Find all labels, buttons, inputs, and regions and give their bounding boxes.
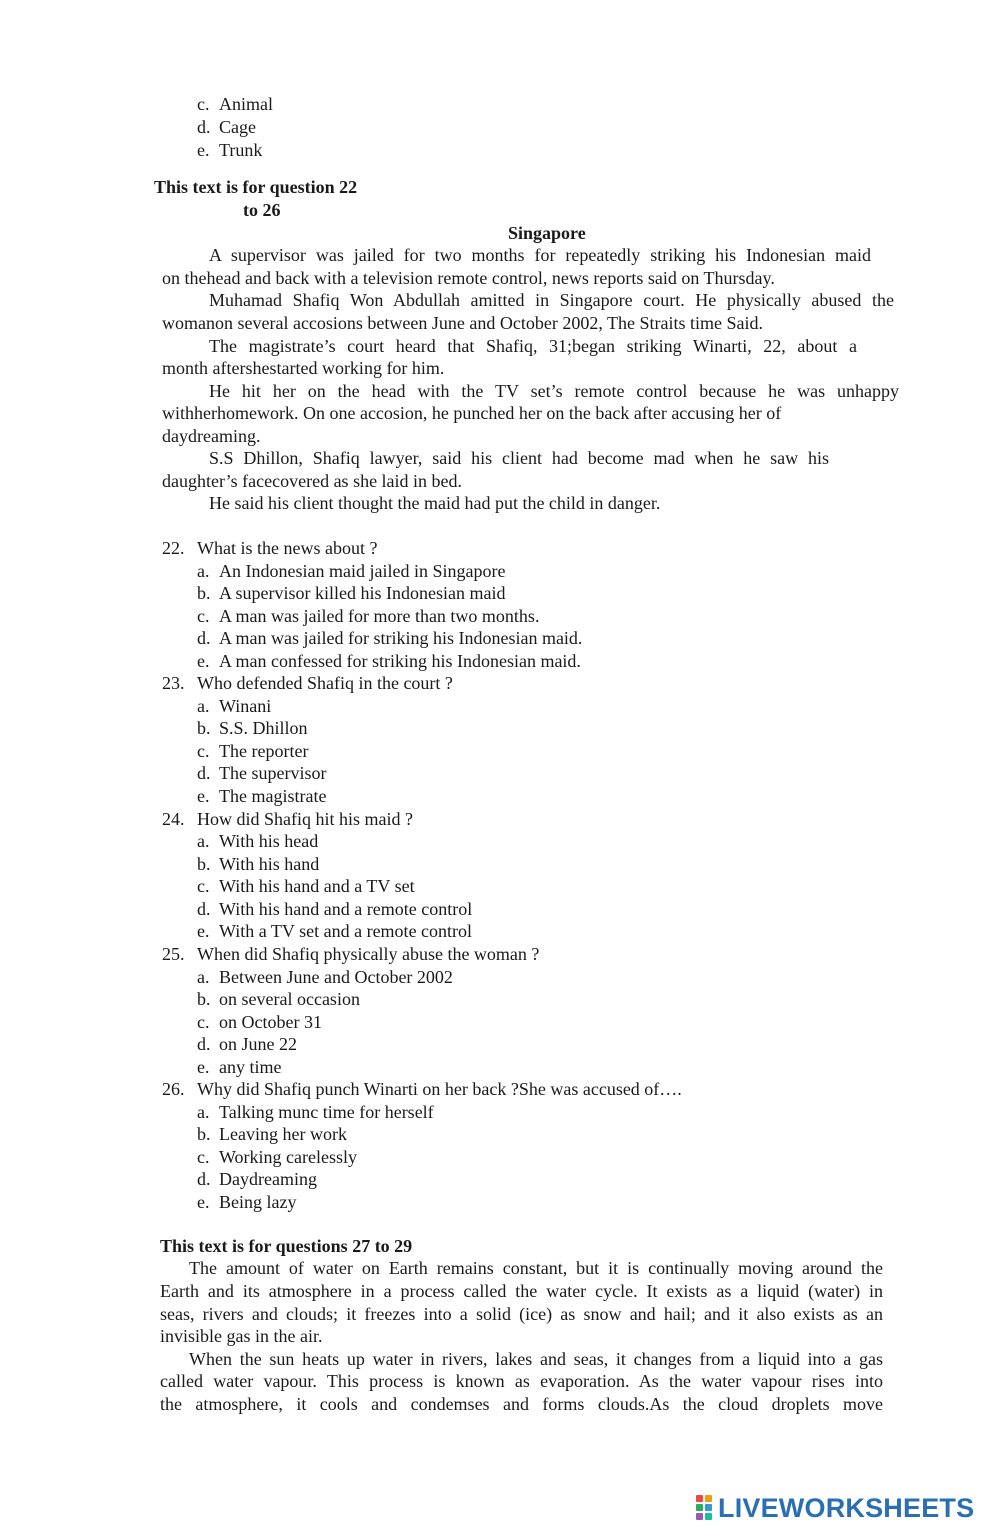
passage-line: seas, rivers and clouds; it freezes into a solid (ice) as snow and hail; and it also exists as an	[160, 1304, 883, 1324]
option-line: b. Leaving her work	[197, 1124, 347, 1144]
option-line: e. With a TV set and a remote control	[197, 921, 473, 941]
option-line: e. The magistrate	[197, 786, 327, 806]
section-heading: This text is for questions 27 to 29	[160, 1236, 413, 1256]
passage-line: daughter’s facecovered as she laid in bed.	[162, 471, 463, 491]
passage-line: Muhamad Shafiq Won Abdullah amitted in Singapore court. He physically abused the	[209, 290, 894, 310]
option-line: d. The supervisor	[197, 763, 327, 783]
passage-line: withherhomework. On one accosion, he punched her on the back after accusing her of	[162, 403, 782, 423]
passage-line: The magistrate’s court heard that Shafiq, 31;began striking Winarti, 22, about a	[209, 336, 857, 356]
passage-line: the atmosphere, it cools and condemses and forms clouds.As the cloud droplets move	[160, 1394, 883, 1414]
option-line: d. With his hand and a remote control	[197, 899, 473, 919]
option-line: b. A supervisor killed his Indonesian maid	[197, 583, 506, 603]
passage-line: The amount of water on Earth remains constant, but it is continually moving around the	[189, 1258, 883, 1278]
section-heading: This text is for question 22	[154, 177, 358, 197]
passage-line: He hit her on the head with the TV set’s remote control because he was unhappy	[209, 381, 899, 401]
option-line: b. S.S. Dhillon	[197, 718, 308, 738]
passage-line: daydreaming.	[162, 426, 261, 446]
option-line: e. any time	[197, 1057, 282, 1077]
option-line: d. Daydreaming	[197, 1169, 317, 1189]
question-23: 23. Who defended Shafiq in the court ?	[162, 673, 453, 693]
option-line: d. on June 22	[197, 1034, 297, 1054]
logo-text: LIVEWORKSHEETS	[718, 1493, 975, 1523]
passage-line: month aftershestarted working for him.	[162, 358, 445, 378]
passage-line: When the sun heats up water in rivers, lakes and seas, it changes from a liquid into a gas	[189, 1349, 883, 1369]
option-line: e. Being lazy	[197, 1192, 297, 1212]
option-line: c. With his hand and a TV set	[197, 876, 415, 896]
option-line: a. An Indonesian maid jailed in Singapore	[197, 561, 506, 581]
passage-line: A supervisor was jailed for two months for repeatedly striking his Indonesian maid	[209, 245, 871, 265]
option-line: c. Working carelessly	[197, 1147, 358, 1167]
passage-line: womanon several accosions between June and October 2002, The Straits time Said.	[162, 313, 764, 333]
option-line: e. Trunk	[197, 140, 263, 160]
option-line: a. With his head	[197, 831, 319, 851]
question-24: 24. How did Shafiq hit his maid ?	[162, 809, 413, 829]
option-line: c. Animal	[197, 94, 273, 114]
liveworksheets-logo	[696, 1489, 996, 1529]
option-line: a. Winani	[197, 696, 272, 716]
passage-line: invisible gas in the air.	[160, 1326, 323, 1346]
passage-line: called water vapour. This process is known as evaporation. As the water vapour rises into	[160, 1371, 883, 1391]
question-25: 25. When did Shafiq physically abuse the woman ?	[162, 944, 540, 964]
option-line: a. Talking munc time for herself	[197, 1102, 434, 1122]
passage-line: He said his client thought the maid had put the child in danger.	[209, 493, 661, 513]
passage-line: on thehead and back with a television remote control, news reports said on Thursday.	[162, 268, 775, 288]
option-line: c. A man was jailed for more than two months.	[197, 606, 540, 626]
passage-line: S.S Dhillon, Shafiq lawyer, said his client had become mad when he saw his	[209, 448, 829, 468]
option-line: c. The reporter	[197, 741, 309, 761]
option-line: d. Cage	[197, 117, 256, 137]
option-line: a. Between June and October 2002	[197, 967, 453, 987]
option-line: d. A man was jailed for striking his Indonesian maid.	[197, 628, 583, 648]
section-heading-cont: to 26	[243, 200, 281, 220]
option-line: c. on October 31	[197, 1012, 322, 1032]
option-line: b. on several occasion	[197, 989, 360, 1009]
option-line: b. With his hand	[197, 854, 320, 874]
question-22: 22. What is the news about ?	[162, 538, 378, 558]
question-26: 26. Why did Shafiq punch Winarti on her back ?She was accused of….	[162, 1079, 682, 1099]
passage-title: Singapore	[508, 223, 586, 243]
passage-line: Earth and its atmosphere in a process called the water cycle. It exists as a liquid (water) in	[160, 1281, 883, 1301]
option-line: e. A man confessed for striking his Indonesian maid.	[197, 651, 581, 671]
